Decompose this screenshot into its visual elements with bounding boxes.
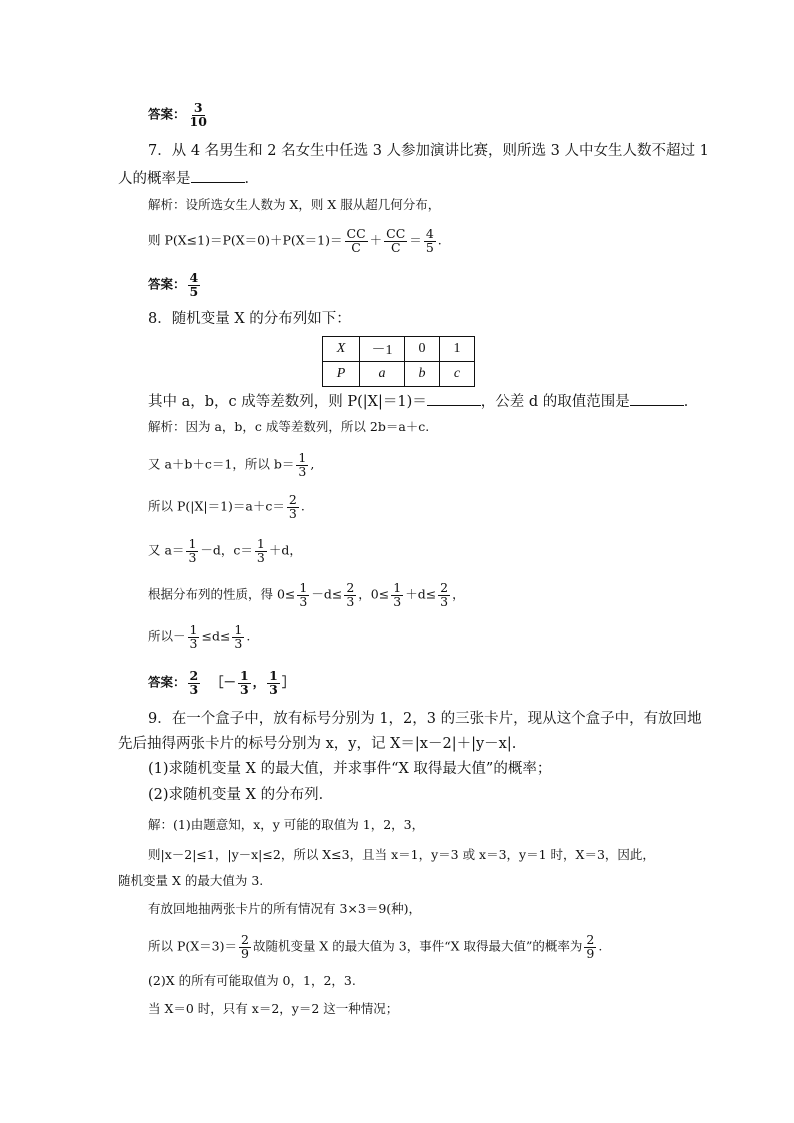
solution-7-line1: 解析：设所选女生人数为 X，则 X 服从超几何分布， (148, 197, 441, 212)
table-row (323, 362, 475, 387)
table-cell: c (440, 362, 475, 387)
question-8-line1: 8．随机变量 X 的分布列如下： (148, 311, 351, 327)
distribution-table (322, 336, 475, 387)
table-cell: 1 (440, 337, 475, 362)
table-cell: 0 (405, 337, 440, 362)
answer-blank (630, 391, 684, 406)
solution-9-line2: 则|x－2|≤1，|y－x|≤2，所以 X≤3，且当 x＝1，y＝3 或 x＝3，y＝1 时，X＝3，因此， (148, 847, 655, 862)
question-7-line2: 人的概率是 ． (118, 168, 259, 188)
answer-7: 答案： $\frac{4}{5}$ (148, 270, 199, 299)
solution-8-line4: 又 a＝ $\frac{1}{3}$ －d，c＝ $\frac{1}{3}$ ＋d， (148, 536, 302, 565)
fraction: $\frac{1}{3}$ (256, 536, 265, 565)
answer-label: 答案： (148, 106, 186, 122)
fraction: $\frac{1}{3}$ (239, 668, 249, 697)
table-cell: a (360, 362, 405, 387)
fraction: $\frac{1}{3}$ (189, 622, 198, 651)
fraction: $\frac{3}{10}$ (189, 100, 207, 129)
fraction: $\frac{1}{3}$ (269, 668, 278, 697)
solution-9-line1: 解：(1)由题意知，x，y 可能的取值为 1，2，3， (148, 817, 425, 832)
fraction: $\frac{2}{3}$ (440, 580, 449, 609)
solution-9-line4: 有放回地抽两张卡片的所有情况有 3×3＝9(种)， (148, 901, 422, 916)
answer-8: 答案： $\frac{2}{3}$ ［－ $\frac{1}{3}$ ， $\frac{1}{3}$ ］ (148, 668, 295, 697)
solution-8-line2: 又 a＋b＋c＝1，所以 b＝ $\frac{1}{3}$ , (148, 450, 315, 479)
fraction: $\frac{2}{3}$ (346, 580, 355, 609)
fraction: $\frac{1}{3}$ (298, 450, 307, 479)
solution-9-line5: 所以 P(X＝3)＝ $\frac{2}{9}$ 故随机变量 X 的最大值为 3，事件“X 取得最大值”的概率为 $\frac{2}{9}$ . (148, 932, 603, 961)
fraction: $\frac{1}{3}$ (299, 580, 308, 609)
question-9-line4: (2)求随机变量 X 的分布列． (148, 787, 334, 803)
fraction: $\frac{2}{3}$ (189, 668, 199, 697)
answer-blank (427, 391, 481, 406)
fraction: $\frac{CC}{C}$ (386, 226, 406, 255)
question-9-line3: (1)求随机变量 X 的最大值，并求事件“X 取得最大值”的概率； (148, 761, 552, 777)
question-7-line1: 7．从 4 名男生和 2 名女生中任选 3 人参加演讲比赛，则所选 3 人中女生人数不超过 1 (148, 143, 709, 159)
fraction: $\frac{2}{9}$ (586, 932, 595, 961)
fraction: $\frac{4}{5}$ (189, 270, 199, 299)
solution-9-line7: 当 X＝0 时，只有 x＝2，y＝2 这一种情况； (148, 1001, 399, 1016)
fraction: $\frac{2}{3}$ (288, 492, 297, 521)
answer-6 (148, 102, 211, 128)
table-row (323, 337, 475, 362)
table-cell: b (405, 362, 440, 387)
question-8-line2: 其中 a，b，c 成等差数列，则 P(|X|＝1)＝ ，公差 d 的取值范围是 ． (148, 391, 698, 411)
table-cell: X (323, 337, 360, 362)
solution-8-line6: 所以－ $\frac{1}{3}$ ≤d≤ $\frac{1}{3}$ . (148, 622, 251, 651)
solution-9-line3: 随机变量 X 的最大值为 3. (118, 873, 264, 888)
solution-8-line3: 所以 P(|X|＝1)＝a＋c＝ $\frac{2}{3}$ . (148, 492, 305, 521)
solution-7-line2: 则 P(X≤1)＝P(X＝0)＋P(X＝1)＝ $\frac{CC}{C}$ ＋ $\frac{CC}{C}$ ＝ $\frac{4}{5}$ . (148, 226, 442, 255)
fraction: $\frac{2}{9}$ (241, 932, 249, 961)
table-cell: P (323, 362, 360, 387)
fraction: $\frac{1}{3}$ (188, 536, 197, 565)
solution-9-line6: (2)X 的所有可能取值为 0，1，2，3. (148, 973, 356, 988)
question-9-line1: 9．在一个盒子中，放有标号分别为 1，2，3 的三张卡片，现从这个盒子中，有放回地 (148, 711, 702, 727)
fraction: $\frac{1}{3}$ (234, 622, 243, 651)
solution-8-line5: 根据分布列的性质，得 0≤ $\frac{1}{3}$ －d≤ $\frac{2}{3}$ ，0≤ $\frac{1}{3}$ ＋d≤ $\frac{2}{3}$ ， (148, 580, 465, 609)
fraction: $\frac{CC}{C}$ (346, 226, 366, 255)
question-9-line2: 先后抽得两张卡片的标号分别为 x，y，记 X＝|x－2|＋|y－x|. (118, 736, 517, 752)
table-cell: －1 (360, 337, 405, 362)
answer-blank (191, 168, 245, 183)
fraction: $\frac{4}{5}$ (425, 226, 434, 255)
fraction: $\frac{1}{3}$ (393, 580, 402, 609)
solution-8-line1: 解析：因为 a，b，c 成等差数列，所以 2b＝a＋c. (148, 419, 430, 434)
